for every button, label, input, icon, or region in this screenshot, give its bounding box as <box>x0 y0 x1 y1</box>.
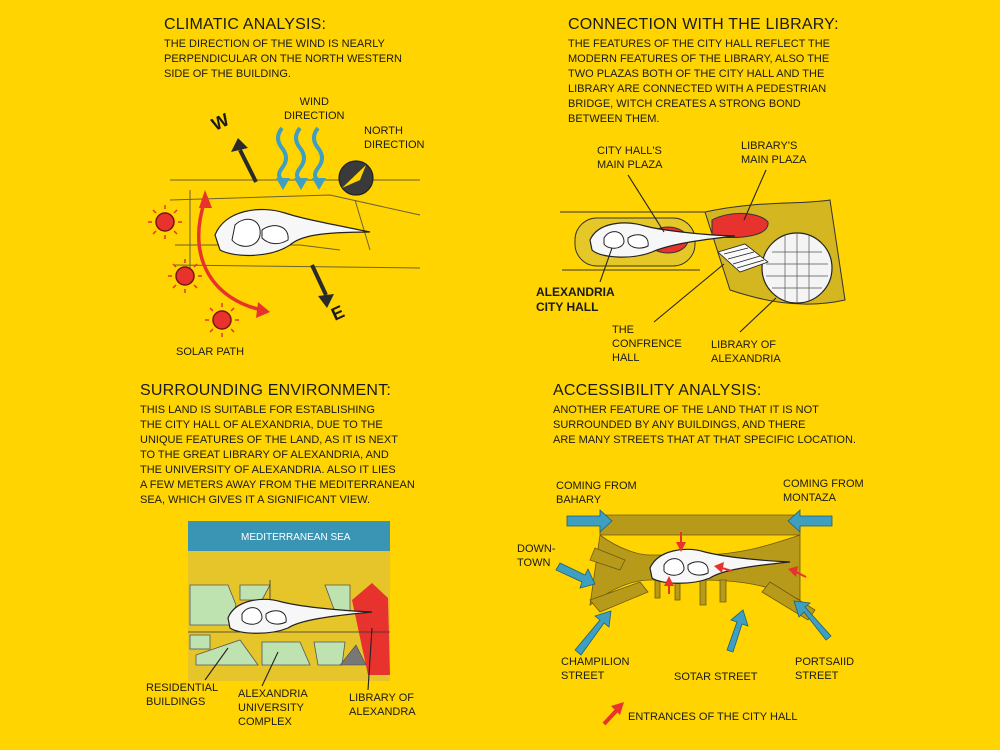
connection-text-block: CONNECTION WITH THE LIBRARY: THE FEATURES OF THE CITY HALL REFLECT THE MODERN FEATURES OF THE LIBRARY, ALSO THE TWO PLAZAS BOTH OF THE CITY HALL AND THE LIBRARY ARE CONNECTED WITH A PEDESTRIAN BRIDGE, WITCH CREATES A STRONG BOND BETWEEN THEM. <box>568 16 839 125</box>
entrances-legend-label: ENTRANCES OF THE CITY HALL <box>628 711 798 723</box>
university-label: ALEXANDRIA UNIVERSITY COMPLEX <box>238 688 308 728</box>
climatic-title: CLIMATIC ANALYSIS: <box>164 16 327 33</box>
arrow-portsaiid <box>794 601 831 640</box>
downtown-label: DOWN- TOWN <box>517 543 556 569</box>
residential-label: RESIDENTIAL BUILDINGS <box>146 682 219 708</box>
accessibility-title: ACCESSIBILITY ANALYSIS: <box>553 382 762 399</box>
bahary-label: COMING FROM BAHARY <box>556 480 637 506</box>
arrow-downtown <box>556 563 595 588</box>
solar-path-label: SOLAR PATH <box>176 346 245 358</box>
library-of-alexandra-label: LIBRARY OF ALEXANDRA <box>349 692 416 718</box>
climatic-line-1: THE DIRECTION OF THE WIND IS NEARLY <box>164 38 385 50</box>
north-direction-label: NORTH DIRECTION <box>364 125 425 151</box>
conference-hall-label: THE CONFRENCE HALL <box>612 324 682 364</box>
portsaiid-label: PORTSAIID STREET <box>795 656 855 682</box>
montaza-label: COMING FROM MONTAZA <box>783 478 864 504</box>
west-letter: W <box>208 109 233 135</box>
east-letter: E <box>328 301 348 325</box>
champilion-label: CHAMPILION STREET <box>561 656 630 682</box>
connection-title: CONNECTION WITH THE LIBRARY: <box>568 16 839 33</box>
accessibility-text-block: ACCESSIBILITY ANALYSIS: ANOTHER FEATURE OF THE LAND THAT IT IS NOT SURROUNDED BY ANY BUILDINGS, AND THERE ARE MANY STREETS THAT AT THAT SPECIFIC LOCATION. <box>553 382 856 446</box>
sotar-label: SOTAR STREET <box>674 671 758 683</box>
surrounding-text-block: SURROUNDING ENVIRONMENT: THIS LAND IS SUITABLE FOR ESTABLISHING THE CITY HALL OF ALEXANDRIA, DUE TO THE UNIQUE FEATURES OF THE LAND, AS IT IS NEXT TO THE GREAT LIBRARY OF ALEXANDRIA, AND THE UNIVERSITY OF ALEXANDRIA. ALSO IT LIES A FEW METERS AWAY FROM THE MEDITERRANEAN SEA, WHICH GIVES IT A SIGNIFICANT VIEW. <box>140 382 415 506</box>
surrounding-title: SURROUNDING ENVIRONMENT: <box>140 382 392 399</box>
arrow-champilion <box>575 611 611 655</box>
wind-direction-label: WIND DIRECTION <box>284 96 345 122</box>
entrance-legend-icon <box>604 702 624 724</box>
library-plaza-label: LIBRARY'S MAIN PLAZA <box>741 140 807 166</box>
alexandria-city-hall-label: ALEXANDRIA CITY HALL <box>536 285 615 314</box>
city-hall-plaza-label: CITY HALL'S MAIN PLAZA <box>597 145 663 171</box>
sea-label: MEDITERRANEAN SEA <box>241 532 351 543</box>
climatic-line-3: SIDE OF THE BUILDING. <box>164 68 291 80</box>
climatic-line-2: PERPENDICULAR ON THE NORTH WESTERN <box>164 53 402 65</box>
arrow-sotar <box>727 610 748 652</box>
library-of-alexandria-label: LIBRARY OF ALEXANDRIA <box>711 339 781 365</box>
